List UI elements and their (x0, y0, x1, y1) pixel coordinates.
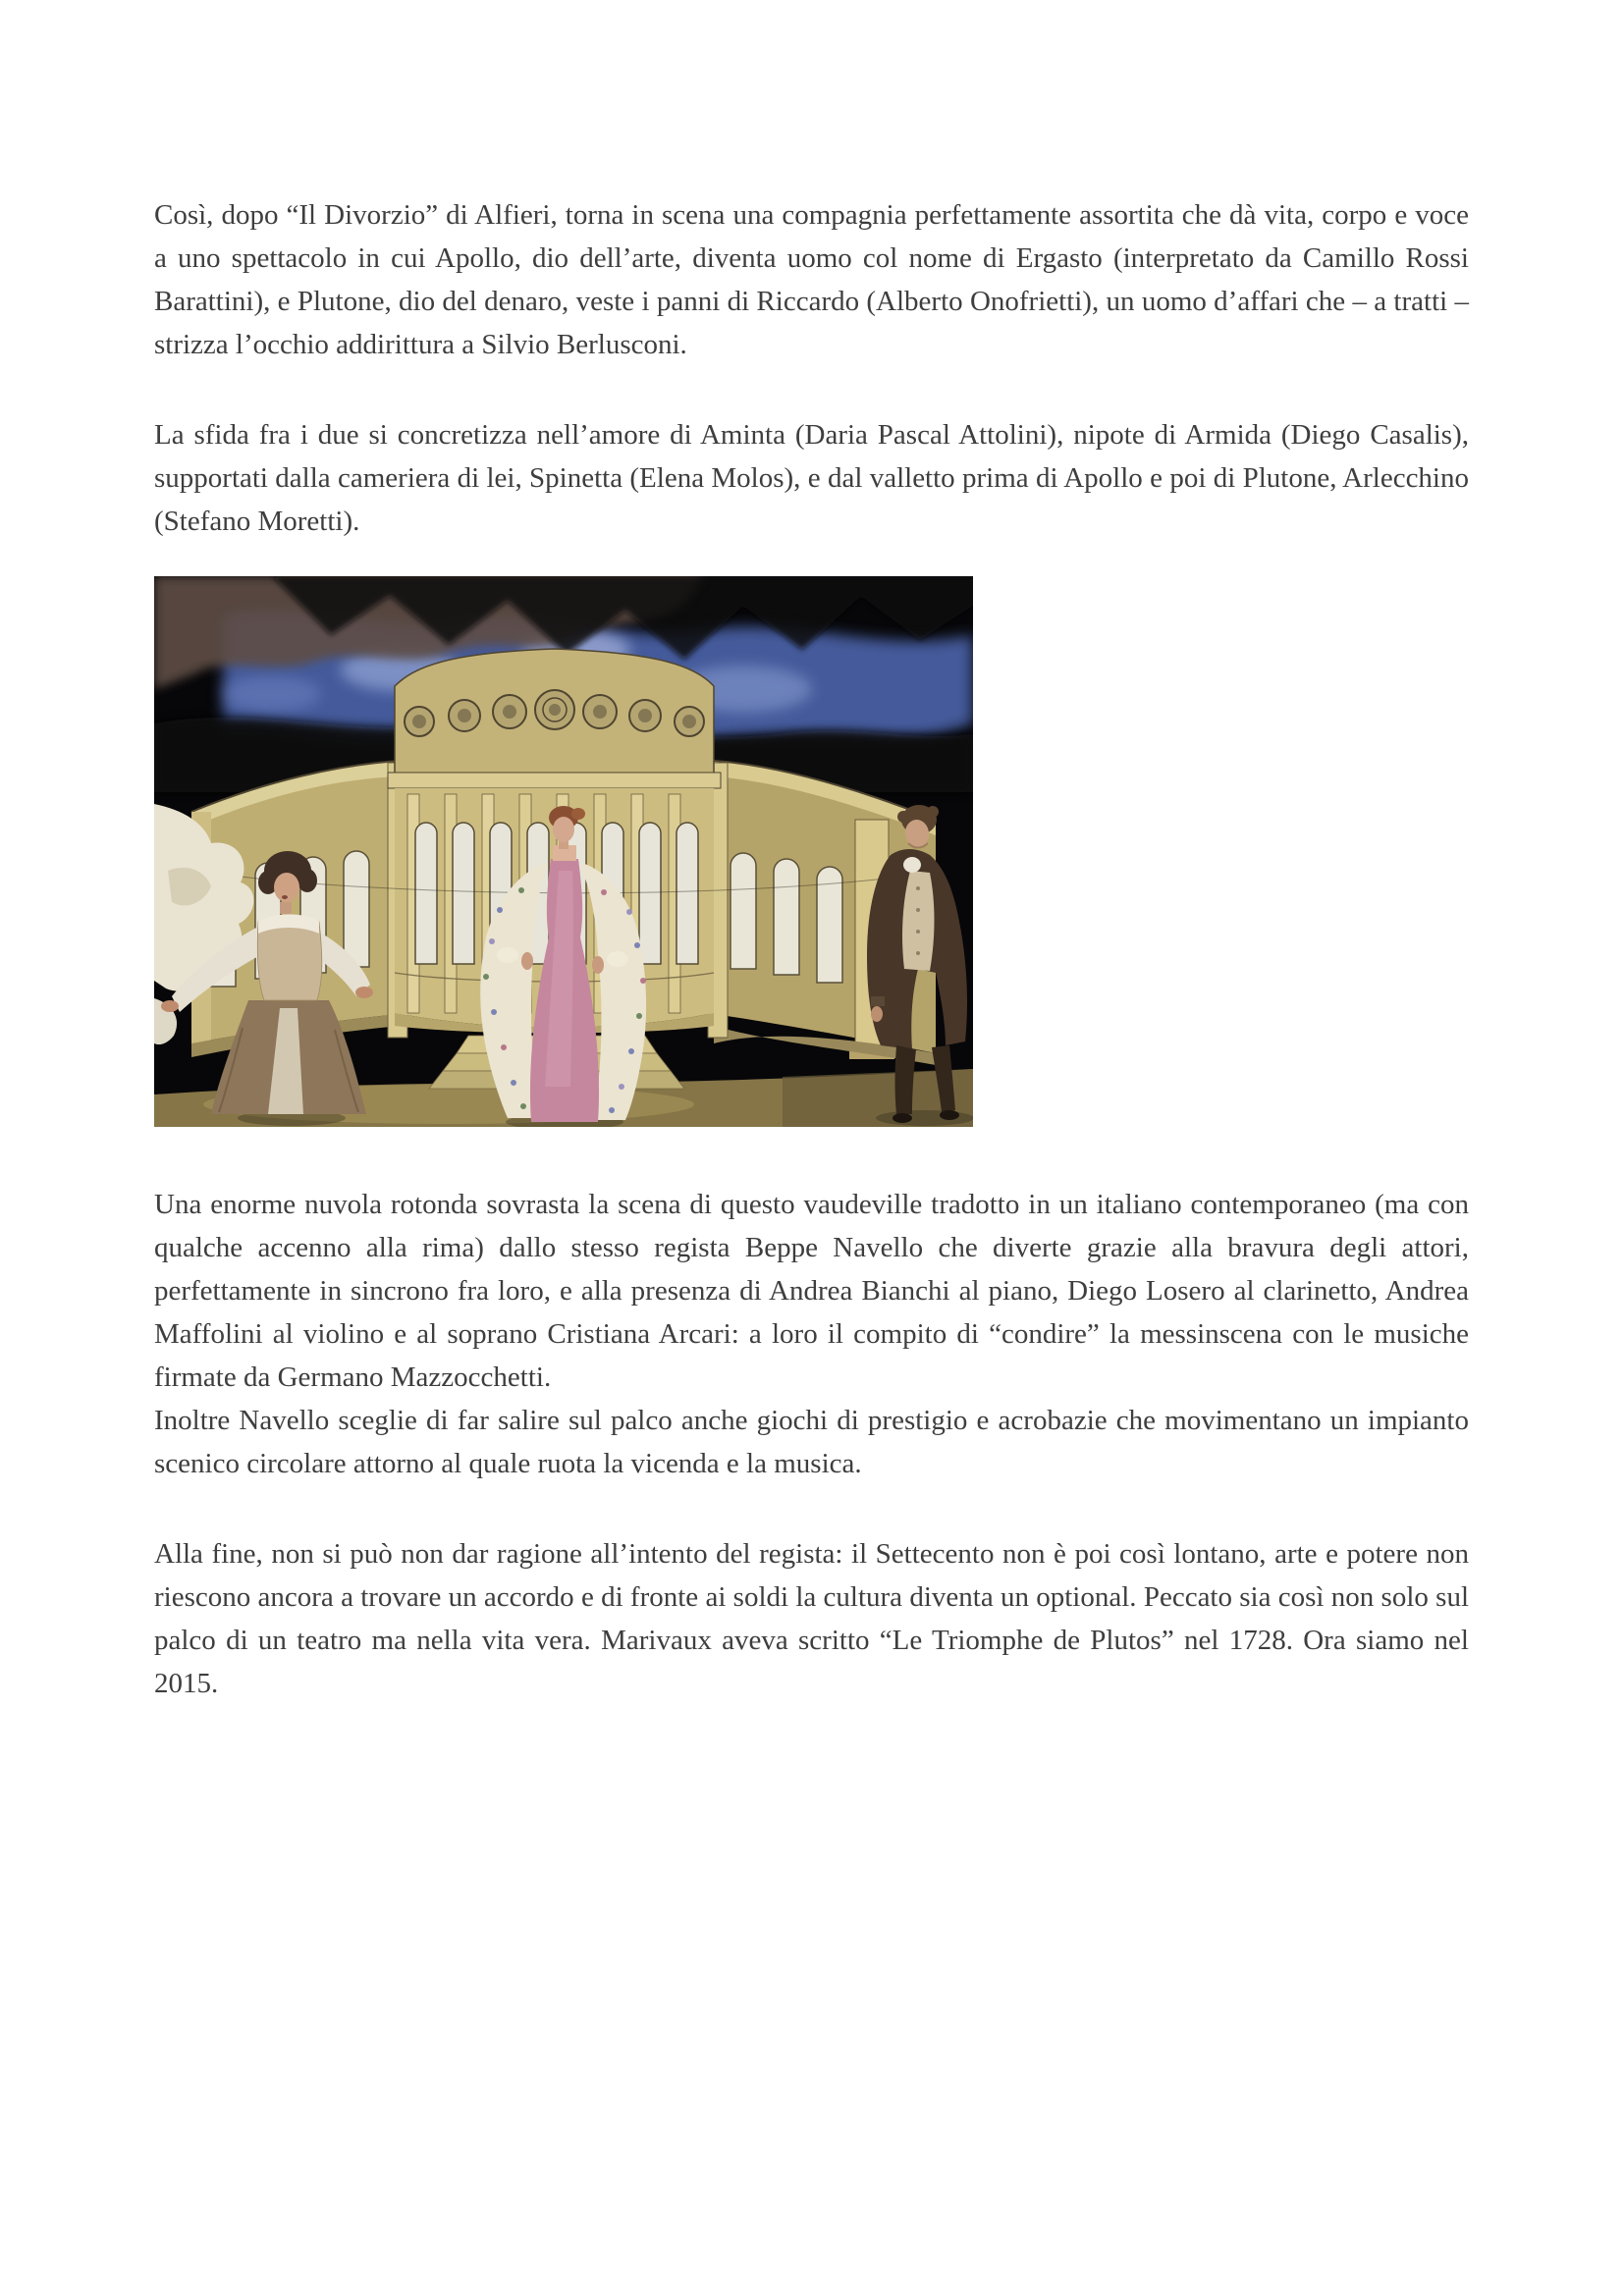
paragraph-1: Così, dopo “Il Divorzio” di Alfieri, torna in scena una compagnia perfettamente assortita che dà vita, corpo e voce a uno spettacolo in cui Apollo, dio dell’arte, diventa uomo col nome di Ergasto (interpretato da Camillo Rossi Barattini), e Plutone, dio del denaro, veste i panni di Riccardo (Alberto Onofrietti), un uomo d’affari che – a tratti – strizza l’occhio addirittura a Silvio Berlusconi. (154, 199, 1469, 360)
paragraph-4: Inoltre Navello sceglie di far salire sul palco anche giochi di prestigio e acrobazie che movimentano un impianto scenico circolare attorno al quale ruota la vicenda e la musica. (154, 1405, 1469, 1479)
stage-photo-illustration (154, 576, 973, 1127)
article-body (154, 193, 1469, 1705)
paragraph-2: La sfida fra i due si concretizza nell’amore di Aminta (Daria Pascal Attolini), nipote di Armida (Diego Casalis), supportati dalla cameriera di lei, Spinetta (Elena Molos), e dal valletto prima di Apollo e poi di Plutone, Arlecchino (Stefano Moretti). (154, 419, 1469, 537)
paragraph-5: Alla fine, non si può non dar ragione all’intento del regista: il Settecento non è poi così lontano, arte e potere non riescono ancora a trovare un accordo e di fronte ai soldi la cultura diventa un optional. Peccato sia così non solo sul palco di un teatro ma nella vita vera. Marivaux aveva scritto “Le Triomphe de Plutos” nel 1728. Ora siamo nel 2015. (154, 1538, 1469, 1699)
paragraph-3: Una enorme nuvola rotonda sovrasta la scena di questo vaudeville tradotto in un italiano contemporaneo (ma con qualche accenno alla rima) dallo stesso regista Beppe Navello che diverte grazie alla bravura degli attori, perfettamente in sincrono fra loro, e alla presenza di Andrea Bianchi al piano, Diego Losero al clarinetto, Andrea Maffolini al violino e al soprano Cristiana Arcari: a loro il compito di “condire” la messinscena con le musiche firmate da Germano Mazzocchetti. (154, 1189, 1469, 1393)
stage-photo (154, 576, 973, 1127)
